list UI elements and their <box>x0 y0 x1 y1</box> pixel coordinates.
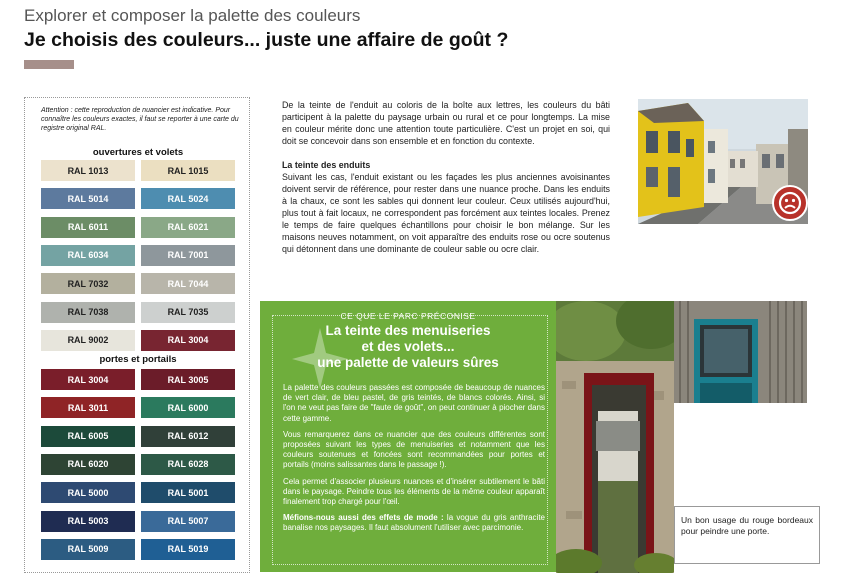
color-swatch: RAL 1015 <box>141 160 235 181</box>
color-swatch: RAL 7044 <box>141 273 235 294</box>
sad-face-badge <box>772 185 808 221</box>
recommendation-paragraph-4-text: la vogue du gris anthracite banalise nos paysages. Il faut absolument l'utiliser avec parcimonie. <box>283 513 545 533</box>
color-swatch: RAL 7038 <box>41 302 135 323</box>
color-swatch: RAL 5024 <box>141 188 235 209</box>
color-swatch: RAL 3011 <box>41 397 135 418</box>
color-swatch: RAL 6011 <box>41 217 135 238</box>
page-title: Je choisis des couleurs... juste une affaire de goût ? <box>24 29 509 51</box>
recommendation-title-line3: une palette de valeurs sûres <box>317 355 499 370</box>
palette-group-heading: ouvertures et volets <box>92 147 184 158</box>
color-swatch: RAL 7032 <box>41 273 135 294</box>
modern-building-photo <box>674 301 807 403</box>
recommendation-paragraph-3: Cela permet d'associer plusieurs nuances et d'insérer subtilement le bâti dans le paysage. Peindre tous les éléments de la même couleur apparaît finalement trop chargé pour l'œil. <box>283 476 545 507</box>
color-swatch: RAL 5000 <box>41 482 135 503</box>
color-swatch: RAL 6034 <box>41 245 135 266</box>
color-swatch: RAL 6028 <box>141 454 235 475</box>
color-swatch: RAL 9002 <box>41 330 135 351</box>
color-swatch: RAL 5001 <box>141 482 235 503</box>
color-swatch: RAL 3004 <box>141 330 235 351</box>
color-swatch: RAL 1013 <box>41 160 135 181</box>
color-swatch: RAL 5019 <box>141 539 235 560</box>
article-body <box>282 99 610 267</box>
recommendation-paragraph-4-bold: Méfions-nous aussi des effets de mode : <box>283 513 444 523</box>
recommendation-title-line2: et des volets... <box>361 339 455 354</box>
red-door-photo <box>556 301 674 573</box>
street-photo-caption: Un peu de couleur d'accord, mais ici on peut s'interroger sur son harmonie avec la palette de couleurs de la rue… Le Gué-de-Velluire (85). <box>626 206 814 285</box>
color-swatch: RAL 6005 <box>41 426 135 447</box>
color-palette-panel <box>24 97 250 573</box>
intro-paragraph: De la teinte de l'enduit au coloris de la boîte aux lettres, les couleurs du bâti participent à la palette du paysage urbain ou rural et ce pour longtemps. La mise en couleur mérite donc une attention toute particulière. C'est un projet en soi, qui doit se concevoir dans son ensemble et en fonction du contexte. <box>282 100 610 146</box>
recommendation-paragraph-1: La palette des couleurs passées est composée de beaucoup de nuances de vert clair, de bleu pastel, de gris teintés, de blancs colorés. Ainsi, si l'on ne veut pas faire de "faute de goût", on peut continuer à piocher dans cette gamme. <box>283 383 545 423</box>
recommendation-text <box>283 383 545 540</box>
color-swatch: RAL 7035 <box>141 302 235 323</box>
color-swatch: RAL 6000 <box>141 397 235 418</box>
palette-group-heading: portes et portails <box>99 354 177 365</box>
color-swatch: RAL 3005 <box>141 369 235 390</box>
enduits-paragraph: Suivant les cas, l'enduit existant ou les façades les plus anciennes avoisinantes doivent servir de référence, pour rester dans une nuance proche. Dans les enduits à la chaux, ce sont les sables qui donnent leur couleur. Ceux utilisés aujourd'hui, plus tout à fait locaux, ne correspondent pas forcément aux teintes locales. Prenez le temps de faire quelques échantillons pour choisir le bon mélange. Sur les maisons neuves notamment, on voit apparaître des enduits rose ou ocre soutenus qui détonnent dans une dominante de couleur sable ou ocre clair. <box>282 172 610 254</box>
recommendation-kicker: CE QUE LE PARC PRÉCONISE <box>340 311 476 321</box>
color-swatch: RAL 3004 <box>41 369 135 390</box>
color-swatch: RAL 5009 <box>41 539 135 560</box>
color-swatch: RAL 6012 <box>141 426 235 447</box>
sad-face-icon <box>774 187 806 219</box>
color-swatch: RAL 6021 <box>141 217 235 238</box>
page-subtitle: Explorer et composer la palette des couleurs <box>24 6 361 25</box>
recommendation-paragraph-4 <box>283 513 545 533</box>
palette-note: Attention : cette reproduction de nuancier est indicative. Pour connaître les couleurs exactes, il faut se reporter à une carte du registre original RAL. <box>41 107 239 132</box>
red-door-caption: Un bon usage du rouge bordeaux pour peindre une porte. <box>674 506 820 564</box>
recommendation-panel <box>260 301 556 572</box>
recommendation-title <box>260 323 556 371</box>
color-swatch: RAL 6020 <box>41 454 135 475</box>
enduits-heading: La teinte des enduits <box>282 160 371 170</box>
recommendation-title-line1: La teinte des menuiseries <box>325 323 491 338</box>
color-swatch: RAL 7001 <box>141 245 235 266</box>
color-swatch: RAL 5003 <box>41 511 135 532</box>
recommendation-paragraph-2: Vous remarquerez dans ce nuancier que des couleurs différentes sont proposées suivant les types de menuiseries et notamment que les couleurs soutenues et foncées sont recommandées pour portes et portails (moins salissantes dans le passage !). <box>283 429 545 470</box>
color-swatch: RAL 5014 <box>41 188 135 209</box>
color-swatch: RAL 5007 <box>141 511 235 532</box>
title-accent-bar <box>24 60 74 69</box>
modern-building-caption-text: Sur un bâti contemporain, une couleur plus tonique et originale fonctionne au milieu de toutes les nuances de gris du bardage. Arçais (79). <box>685 408 809 462</box>
